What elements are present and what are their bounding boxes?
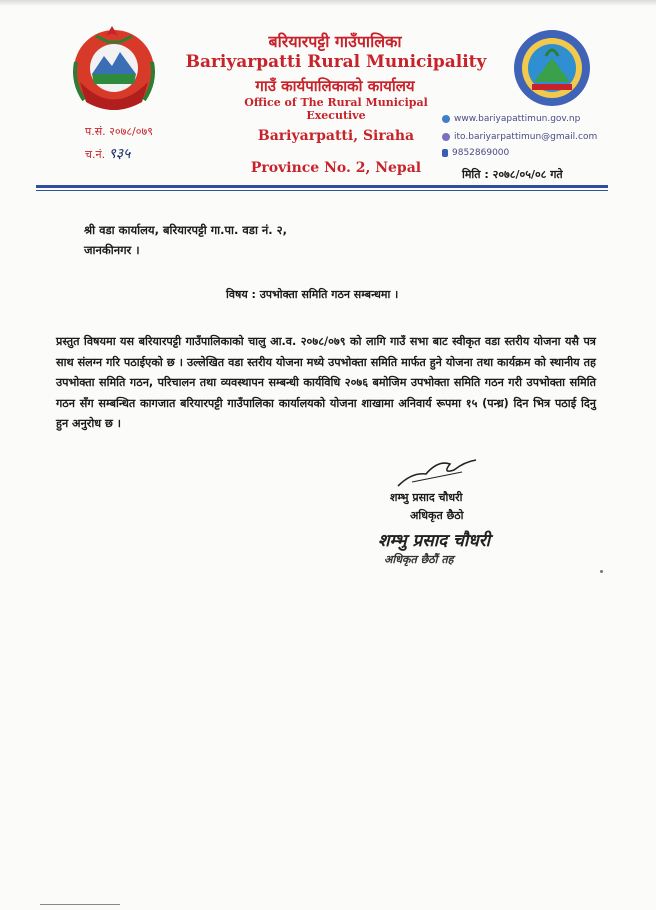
header-rule [36,185,608,188]
letter-body: प्रस्तुत विषयमा यस बरियारपट्टी गाउँपालिकाको चालु आ.व. २०७८/०७९ को लागि गाउँ सभा बाट स्वीकृत वडा स्तरीय योजना यसै पत्र साथ संलग्न गरि पठाईएको छ । उल्लेखित वडा स्तरीय योजना मध्ये उपभोक्ता समिति मार्फत हुने योजना तथा कार्यक्रम को स्थानीय तह उपभोक्ता समिति गठन, परिचालन तथा व्यवस्थापन सम्बन्धी कार्यविधि २०७६ बमोजिम उपभोक्ता समिति गठन गरी उपभोक्ता समिति गठन सँग सम्बन्धित कागजात बरियारपट्टी गाउँपालिका कार्यालयको योजना शाखामा अनिवार्य रूपमा १५ (पन्ध्र) दिन भित्र पठाई दिनु हुन अनुरोध छ । [56,335,596,430]
municipality-name-english: Bariyarpatti Rural Municipality [185,52,487,72]
scan-speck [600,570,603,573]
signatory-designation: अधिकृत छैठो [410,509,464,522]
office-name-english: Office of The Rural Municipal Executive [244,96,428,122]
reference-number: प.सं. २०७८/०७९ [85,125,153,138]
phone-line [442,148,509,158]
recipient-line-1: श्री वडा कार्यालय, बरियारपट्टी गा.पा. वडा नं. २, [84,223,288,237]
email-text: ito.bariyarpattimun@gmail.com [454,132,598,142]
phone-text: 9852869000 [452,148,510,158]
municipality-logo-icon [512,28,592,108]
office-name-nepali: गाउँ कार्यपालिकाको कार्यालय [255,77,415,95]
scan-edge-bottom [40,904,120,905]
dispatch-label: च.नं. [85,148,106,161]
dispatch-value: ९३५ [108,146,131,162]
recipient-line-2: जानकीनगर । [84,243,140,257]
province-line: Province No. 2, Nepal [250,160,422,176]
header-rule-thin [36,190,608,191]
designation-stamp: अधिकृत छैठौं तह [384,553,454,566]
letter-date: मिति : २०७८/०५/०८ गते [462,168,563,181]
municipality-name-nepali: बरियारपट्टी गाउँपालिका [268,32,402,51]
website-line [442,114,580,124]
name-stamp: शम्भु प्रसाद चौधरी [378,531,491,551]
email-line [442,132,597,142]
signatory-name: शम्भु प्रसाद चौधरी [390,491,463,504]
globe-icon [442,115,450,123]
scan-edge [0,0,656,6]
letter-subject: विषय : उपभोक्ता समिति गठन सम्बन्धमा । [226,288,399,301]
dispatch-number [85,144,130,163]
office-location: Bariyarpatti, Siraha [257,128,415,144]
nepal-emblem-icon [66,22,162,114]
website-text: www.bariyapattimun.gov.np [454,114,581,124]
phone-icon [442,149,448,157]
email-icon [442,133,450,141]
handwritten-signature-icon [392,452,482,492]
